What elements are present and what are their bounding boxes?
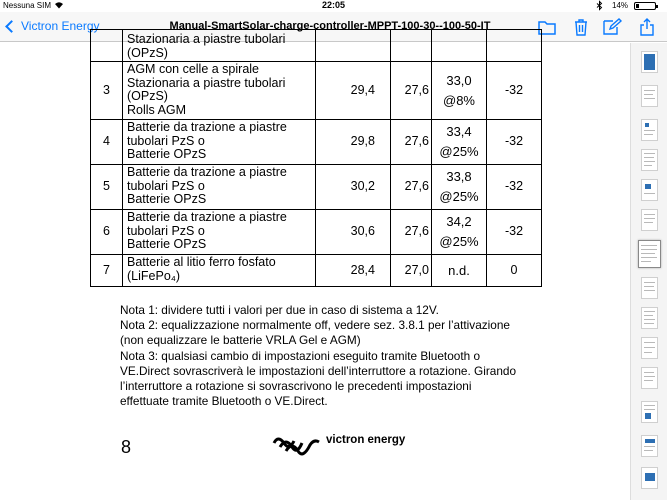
note-line: Nota 1: dividere tutti i valori per due in caso di sistema a 12V. [120,303,439,317]
table-cell-text: Batterie da trazione a piastre [127,120,287,134]
equalization-voltage [432,120,487,165]
table-cell-text: tubolari PzS o [127,223,205,238]
page-thumbnail[interactable] [641,277,658,299]
page-thumbnail[interactable] [641,119,658,141]
victron-logo-icon [272,433,322,461]
table-row [91,210,542,255]
table-cell-text: Batterie da trazione a piastre [127,210,287,224]
battery-percent: 14% [612,1,629,10]
page-thumbnails[interactable] [630,43,667,500]
equalization-voltage [432,165,487,210]
table-cell-text: n.d. [448,262,470,278]
equalization-voltage [432,210,487,255]
temperature-coefficient: 0 [487,255,542,287]
temperature-coefficient: -32 [487,62,542,120]
table-cell-text: @25% [439,189,479,204]
absorption-voltage: 28,4 [316,255,391,287]
table-cell-text: tubolari PzS o [127,133,205,148]
table-cell-text: (OPzS) [127,89,168,103]
page-thumbnail[interactable] [641,467,658,489]
table-row [91,30,542,62]
float-voltage: 27,0 [391,255,432,287]
page-thumbnail-current[interactable] [638,240,661,268]
document-title: Manual-SmartSolar-charge-controller-MPPT-100-30--100-50-IT [169,20,491,32]
table-cell-text: Rolls AGM [127,102,187,117]
page-thumbnail[interactable] [641,149,658,171]
float-voltage: 27,6 [391,210,432,255]
absorption-voltage: 30,2 [316,165,391,210]
absorption-voltage: 29,4 [316,62,391,120]
temperature-coefficient: -32 [487,120,542,165]
table-cell-text: AGM con celle a spirale [127,62,260,76]
battery-type [123,62,316,120]
float-voltage: 27,6 [391,165,432,210]
victron-logo [272,433,405,461]
page-thumbnail[interactable] [641,337,658,359]
temperature-coefficient: -32 [487,210,542,255]
battery-type [123,210,316,255]
table-cell-text: 33,4 [446,124,472,139]
note-line: VE.Direct sovrascriverà le impostazioni dell’interruttore a rotazione. Girando [120,363,517,378]
note-line: l’interruttore a rotazione si sovrascrivono le precedenti impostazioni [120,379,472,394]
back-button-label: Victron Energy [21,19,100,33]
share-icon[interactable] [637,18,657,36]
equalization-voltage [432,62,487,120]
note-line: (non equalizzare le batterie VRLA Gel e AGM) [120,333,361,348]
carrier-label: Nessuna SIM [3,1,52,10]
row-number: 5 [91,165,123,210]
float-voltage: 27,6 [391,120,432,165]
battery-icon [634,2,656,10]
absorption-voltage: 30,6 [316,210,391,255]
table-cell-text: Stazionaria a piastre tubolari [127,75,286,90]
back-button[interactable] [4,19,100,33]
table-cell-text: 33,8 [446,169,472,184]
document-page[interactable] [0,32,630,500]
status-time: 22:05 [321,0,346,10]
chevron-left-icon [5,20,18,33]
note-line: Nota 3: qualsiasi cambio di impostazioni eseguito tramite Bluetooth o [120,348,481,363]
brand-name: victron energy [326,434,406,446]
battery-type [123,165,316,210]
battery-type [123,120,316,165]
note-line: Nota 2: equalizzazione normalmente off, vedere sez. 3.8.1 per l’attivazione [120,318,510,333]
table-cell-text: Batterie OPzS [127,192,207,206]
page-thumbnail[interactable] [641,401,658,423]
trash-icon[interactable] [571,18,591,36]
table-row [91,255,542,287]
table-cell-text: 33,0 [446,72,472,88]
table-cell-text: Stazionaria a piastre tubolari [127,32,286,46]
table-cell-text: @25% [439,234,479,249]
row-number: 7 [91,255,123,287]
edit-icon[interactable] [602,18,622,36]
battery-type [123,255,316,287]
table-cell-text: @8% [443,92,475,108]
page-thumbnail[interactable] [641,435,658,457]
table-cell-text: 34,2 [446,214,472,229]
table-notes [120,303,560,409]
page-thumbnail[interactable] [641,179,658,201]
table-cell-text: tubolari PzS o [127,178,205,193]
bluetooth-icon [596,1,603,12]
table-cell-text: Batterie da trazione a piastre [127,165,287,179]
page-thumbnail[interactable] [641,51,658,73]
page-thumbnail[interactable] [641,209,658,231]
float-voltage: 27,6 [391,62,432,120]
temperature-coefficient: -32 [487,165,542,210]
page-thumbnail[interactable] [641,367,658,389]
equalization-voltage [432,255,487,287]
table-row [91,165,542,210]
status-bar [0,0,667,12]
note-line: effettuate tramite Bluetooth o VE.Direct. [120,394,328,409]
page-thumbnail[interactable] [641,307,658,329]
battery-settings-table [90,29,542,287]
row-number: 3 [91,62,123,120]
table-cell-text: Batterie al litio ferro fosfato [127,255,276,269]
absorption-voltage: 29,8 [316,120,391,165]
row-number: 4 [91,120,123,165]
table-row [91,120,542,165]
page-number: 8 [121,437,132,457]
table-cell-text: (OPzS) [127,45,168,60]
table-row [91,62,542,120]
page-thumbnail[interactable] [641,85,658,107]
row-number: 6 [91,210,123,255]
table-cell-text: Batterie OPzS [127,237,207,251]
table-cell-text: (LiFePo₄) [127,268,181,283]
table-cell-text: Batterie OPzS [127,147,207,161]
table-cell-text: @25% [439,144,479,159]
